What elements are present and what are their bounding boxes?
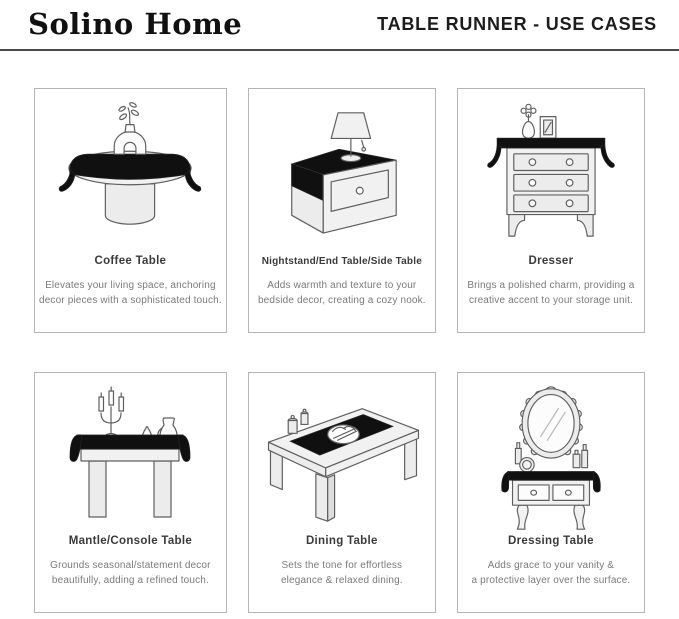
card-nightstand: [248, 88, 436, 333]
card-title: Dressing Table: [508, 535, 594, 547]
card-text: [39, 535, 222, 588]
card-coffee-table: [34, 88, 227, 333]
nightstand-icon: [267, 99, 417, 237]
card-description: Adds warmth and texture to your bedside decor, creating a cozy nook.: [257, 280, 426, 306]
console-table-icon: [55, 383, 205, 523]
dining-table-illustration: [258, 383, 426, 531]
card-mantle-console: [34, 372, 227, 613]
coffee-table-illustration: [55, 99, 205, 237]
dressing-table-icon: [476, 383, 626, 535]
dresser-illustration: [476, 99, 626, 241]
dining-table-icon: [258, 383, 426, 531]
card-description: Brings a polished charm, providing a creative accent to your storage unit.: [467, 280, 635, 306]
mantle-console-illustration: [55, 383, 205, 523]
card-text: [253, 535, 431, 588]
card-dining-table: [248, 372, 436, 613]
card-title: Mantle/Console Table: [68, 535, 193, 547]
card-description: Adds grace to your vanity & a protective layer over the surface.: [471, 560, 631, 586]
card-text: [462, 255, 640, 308]
card-dresser: [457, 88, 645, 333]
card-text: [462, 535, 640, 588]
card-description: Elevates your living space, anchoring decor pieces with a sophisticated touch.: [39, 280, 222, 306]
page-title: TABLE RUNNER - USE CASES: [377, 14, 657, 34]
dresser-icon: [476, 99, 626, 241]
coffee-table-icon: [55, 99, 205, 237]
brand-logo: Solino Home: [28, 7, 243, 41]
nightstand-illustration: [267, 99, 417, 237]
use-case-grid: [0, 88, 679, 613]
dressing-table-illustration: [476, 383, 626, 535]
header: [0, 0, 679, 51]
card-text: [253, 256, 431, 308]
card-title: Nightstand/End Table/Side Table: [261, 256, 422, 267]
card-description: Grounds seasonal/statement decor beautifully, adding a refined touch.: [50, 560, 211, 586]
card-description: Sets the tone for effortless elegance & relaxed dining.: [280, 560, 403, 586]
card-title: Dresser: [528, 255, 574, 267]
card-title: Dining Table: [305, 535, 378, 547]
card-text: [39, 255, 222, 308]
card-title: Coffee Table: [94, 255, 167, 267]
card-dressing-table: [457, 372, 645, 613]
